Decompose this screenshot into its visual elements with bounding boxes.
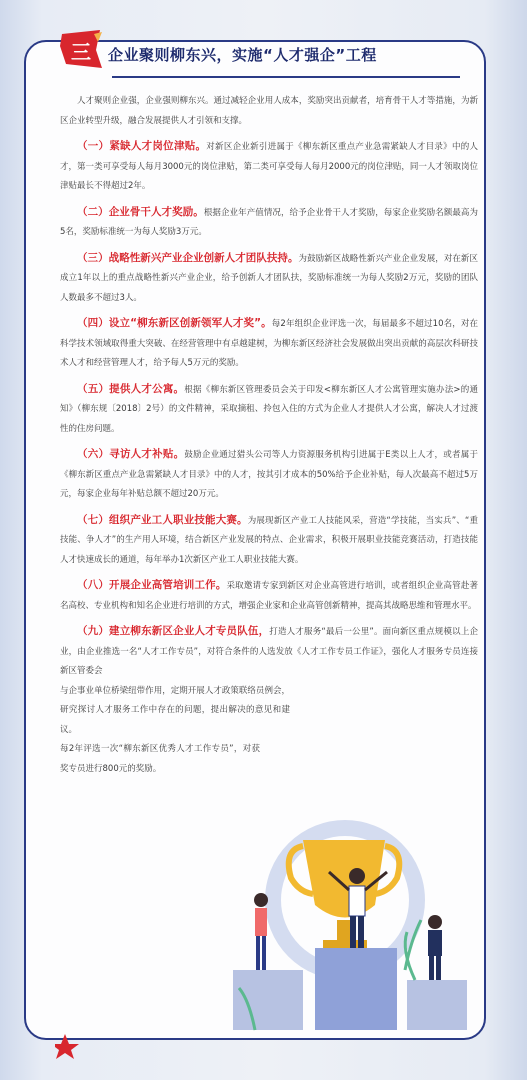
item-9-line3: 每2年评选一次“柳东新区优秀人才工作专员”，对获奖专员进行800元的奖励。 [60,744,260,774]
item-8 [60,576,478,616]
item-3 [60,249,478,309]
item-1 [60,137,478,197]
item-8-heading: （八）开展企业高管培训工作。 [77,579,227,591]
item-7 [60,511,478,571]
item-2-heading: （二）企业骨干人才奖励。 [77,205,204,218]
item-1-body: 对新区企业新引进属于《柳东新区重点产业急需紧缺人才目录》中的人才，第一类可享受每人每月3000元的岗位津贴，第二类可享受每人每月2000元的岗位津贴，同一人才领取岗位津贴最长不得超过2年。 [60,142,478,191]
item-2-body: 根据企业年产值情况，给予企业骨干人才奖励，每家企业奖励名额最高为5名，奖励标准统一为每人奖励3万元。 [60,207,478,237]
item-5-heading: （五）提供人才公寓。 [77,382,185,395]
trophy-illustration [225,820,480,1035]
item-4-heading: （四）设立“柳东新区创新领军人才奖”。 [77,317,272,329]
decorative-star-icon [55,1030,105,1060]
item-9 [60,622,478,682]
intro-paragraph: 人才聚则企业强，企业强则柳东兴。通过减轻企业用人成本，奖励突出贡献者，培育骨干人才等措施，为新区企业转型升级，融合发展提供人才引领和支撑。 [60,96,478,126]
item-3-body: 为鼓励新区战略性新兴产业企业发展，对在新区成立1年以上的重点战略性新兴产业企业，给予创新人才团队扶，奖励标准统一为每人奖励2万元，奖励的团队人数最多不超过3人。 [60,253,478,303]
item-4 [60,314,478,374]
item-3-heading: （三）战略性新兴产业企业创新人才团队扶持。 [77,251,299,264]
item-2 [60,203,478,243]
trophy-podium-icon [225,820,480,1035]
item-5 [60,380,478,440]
item-9-line1: 打造人才服务“最后一公里”。面向新区重点规模以上企业，由企业推选一名“人才工作专员”，对符合条件的人选发放《人才工作专员工作证》，强化人才服务专员连接新区管委会 [60,627,478,676]
item-6 [60,445,478,505]
article-body [60,92,478,785]
item-4-body: 每2年组织企业评选一次，每届最多不超过10名，对在科学技术领域取得重大突破、在经营管理中有卓越建树，为柳东新区经济社会发展做出突出贡献的高层次科研技术人才和经营管理人才，给予每人5万元的奖励。 [60,319,478,368]
item-9-heading: （九）建立柳东新区企业人才专员队伍， [77,625,270,637]
section-number: 三 [71,40,91,64]
section-title: 企业聚则柳东兴，实施“人才强企”工程 [108,46,377,64]
item-7-heading: （七）组织产业工人职业技能大赛。 [77,513,248,526]
title-underline [112,76,460,78]
item-7-body: 为展现新区产业工人技能风采，营造“学技能，当实兵”、“重技能、争人才”的生产用人环境，结合新区产业发展的特点、企业需求，积极开展职业技能竞赛活动，打造技能人才快速成长的通道，每年举办1次新区产业工人职业技能大赛。 [60,515,479,565]
item-8-body: 采取邀请专家到新区对企业高管进行培训，或者组织企业高管赴著名高校、专业机构和知名企业进行培训的方式，增强企业家和企业高管创新精神，提高其战略思维和管理水平。 [60,581,478,611]
item-9-line2: 与企事业单位桥梁纽带作用，定期开展人才政策联络员例会，研究探讨人才服务工作中存在的问题，提出解决的意见和建议。 [60,685,290,735]
item-6-body: 鼓励企业通过猎头公司等人力资源服务机构引进属于E类以上人才，或者属于《柳东新区重点产业急需紧缺人才目录》中的人才，按其引才成本的50%给予企业补贴，每人次最高不超过5万元，每家企业每年补贴总额不超过20万元。 [60,450,479,499]
item-5-body: 根据《柳东新区管理委员会关于印发<柳东新区人才公寓管理实施办法>的通知》（柳东规〔2018〕2号）的文件精神，采取摘租、拎包入住的方式为企业人才提供人才公寓，解决人才过渡性的住房问题。 [60,384,479,434]
item-6-heading: （六）寻访人才补贴。 [77,448,185,460]
item-1-heading: （一）紧缺人才岗位津贴。 [77,140,207,152]
